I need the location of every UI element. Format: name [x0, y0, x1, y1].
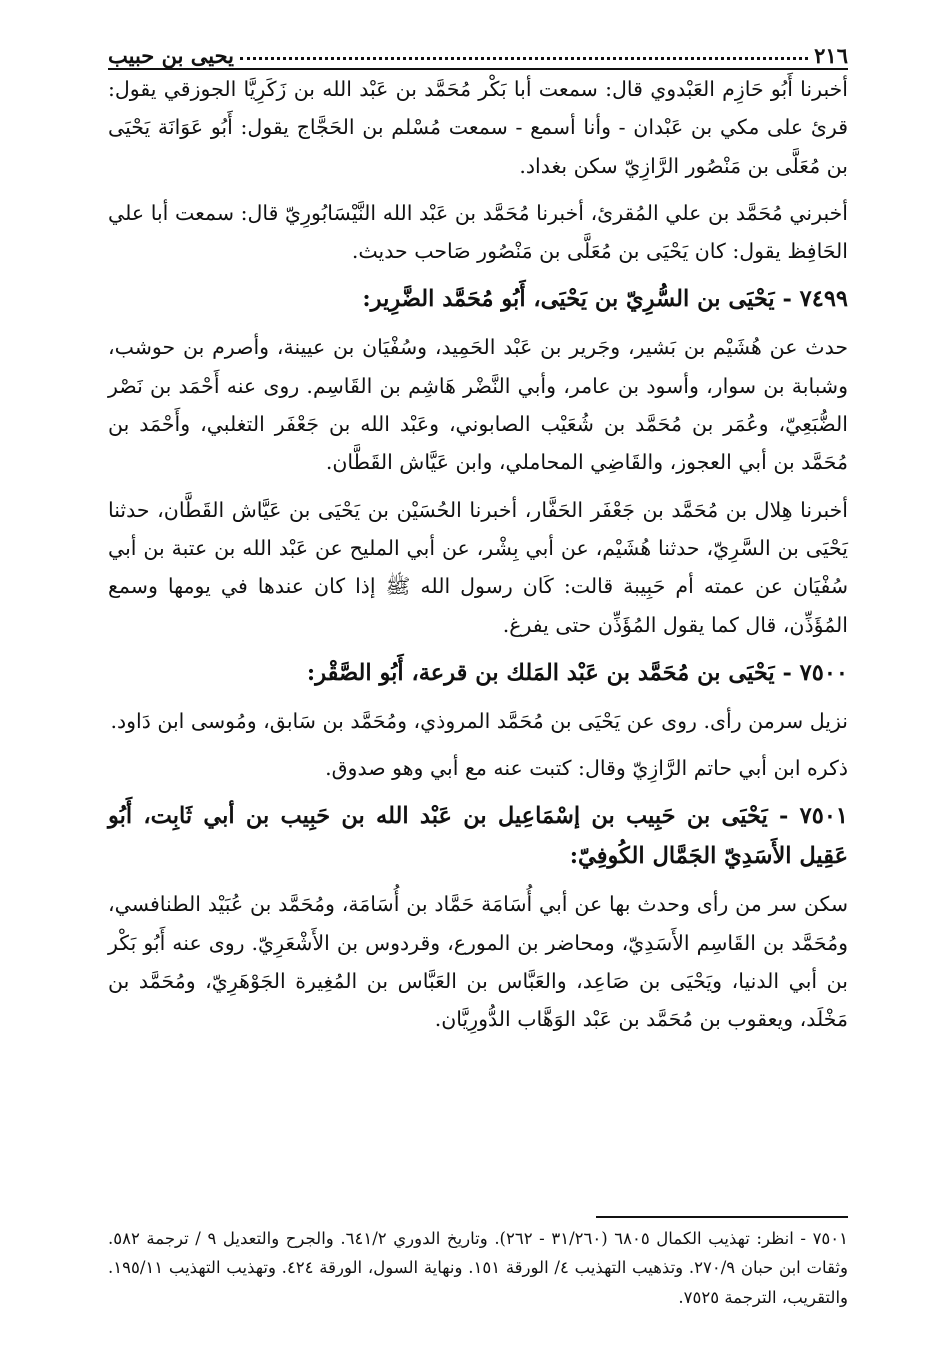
entry-heading-7500: ٧٥٠٠ - يَحْيَى بن مُحَمَّد بن عَبْد المَلك بن قرعة، أَبُو الصَّقْر:: [306, 659, 848, 686]
page-header: [108, 36, 848, 70]
paragraph-4: أخبرنا هِلال بن مُحَمَّد بن جَعْفَر الحَفَّار، أخبرنا الحُسَيْن بن يَحْيَى بن عَيَّاش القَطَّان، حدثنا يَحْيَى بن السَّرِيّ، حدثنا هُشَيْم، عن أبي بِشْر، عن أبي المليح عن عَبْد الله بن عتبة بن أبي سُفْيَان عن عمته أم حَبِيبة قالت: كَان رسول الله ﷺ إذا كان عندها في يومها وسمع المُؤَذِّن، قال كما يقول المُؤَذِّن حتى يفرغ.: [108, 497, 849, 637]
main-text: [108, 70, 848, 1048]
paragraph-2: أخبرني مُحَمَّد بن علي المُقرئ، أخبرنا مُحَمَّد بن عَبْد الله النَّيْسَابُورِيّ قال: سمعت أبا علي الحَافِظ يقول: كان يَحْيَى بن مُعَلَّى بن مَنْصُور صَاحب حديث.: [108, 200, 848, 264]
entry-heading-7499: ٧٤٩٩ - يَحْيَى بن السُّرِيّ بن يَحْيَى، أَبُو مُحَمَّد الضَّرِير:: [362, 286, 848, 313]
header-dotted-leader: [240, 57, 808, 60]
paragraph-5: نزيل سرمن رأى. روى عن يَحْيَى بن مُحَمَّد المروذي، ومُحَمَّد بن سَابق، ومُوسى ابن دَاود.: [110, 708, 848, 733]
paragraph-7: سكن سر من رأى وحدث بها عن أبي أُسَامَة حَمَّاد بن أُسَامَة، ومُحَمَّد بن عُبَيْد الطنافسي، ومُحَمَّد بن القَاسِم الأَسَدِيّ، ومحاضر بن المورع، وقردوس بن الأَشْعَرِيّ. روى عنه أَبُو بَكْر بن أبي الدنيا، ويَحْيَى بن صَاعِد، والعَبَّاس بن العَبَّاس بن المُغِيرة الجَوْهَرِيّ، ومُحَمَّد بن مَخْلَد، ويعقوب بن مُحَمَّد بن عَبْد الوَهَّاب الدُّورِيَّان.: [108, 892, 848, 1032]
footnote-divider: [596, 1216, 848, 1218]
paragraph-6: ذكره ابن أبي حاتم الرَّازِيّ وقال: كتبت عنه مع أبي وهو صدوق.: [325, 756, 848, 781]
footnote-7501: ٧٥٠١ - انظر: تهذيب الكمال ٦٨٠٥ (٣١/٢٦٠ - ٢٦٢). وتاريخ الدوري ٦٤١/٢. والجرح والتعديل ٩ / ترجمة ٥٨٢. وثقات ابن حبان ٢٧٠/٩. وتذهيب التهذيب ٤/ الورقة ١٥١. ونهاية السول، الورقة ٤٢٤. وتهذيب التهذيب ١٩٥/١١. والتقريب، الترجمة ٧٥٢٥.: [108, 1229, 849, 1307]
running-title: يحيى بن حبيب: [108, 42, 234, 68]
entry-heading-7501: ٧٥٠١ - يَحْيَى بن حَبِيب بن إسْمَاعِيل بن عَبْد الله بن حَبِيب بن أبي ثَابِت، أَبُو عَقِيل الأَسَدِيّ الجَمَّال الكُوفِيّ:: [108, 803, 848, 870]
page-number: ٢١٦: [814, 42, 848, 68]
paragraph-1: أخبرنا أَبُو حَازِم العَبْدوي قال: سمعت أبا بَكْر مُحَمَّد بن عَبْد الله بن زَكَرِيَّا الجوزقي يقول: قرئ على مكي بن عَبْدان - وأنا أسمع - سمعت مُسْلم بن الحَجَّاج يقول: أَبُو عَوَانَة يَحْيَى بن مُعَلَّى بن مَنْصُور الرَّازِيّ سكن بغداد.: [108, 77, 848, 178]
paragraph-3: حدث عن هُشَيْم بن بَشير، وجَرير بن عَبْد الحَمِيد، وسُفْيَان بن عيينة، وأصرم بن حوشب، وشبابة بن سوار، وأسود بن عامر، وأبي النَّضْر هَاشِم بن القَاسِم. روى عنه أَحْمَد بن نَصْر الضُّبَعِيّ، وعُمَر بن مُحَمَّد بن شُعَيْب الصابوني، وعَبْد الله بن جَعْفَر التغلبي، وأَحْمَد بن مُحَمَّد بن أبي العجوز، والقَاضِي المحاملي، وابن عَيَّاش القَطَّان.: [108, 335, 848, 475]
footnotes: [108, 1224, 848, 1312]
